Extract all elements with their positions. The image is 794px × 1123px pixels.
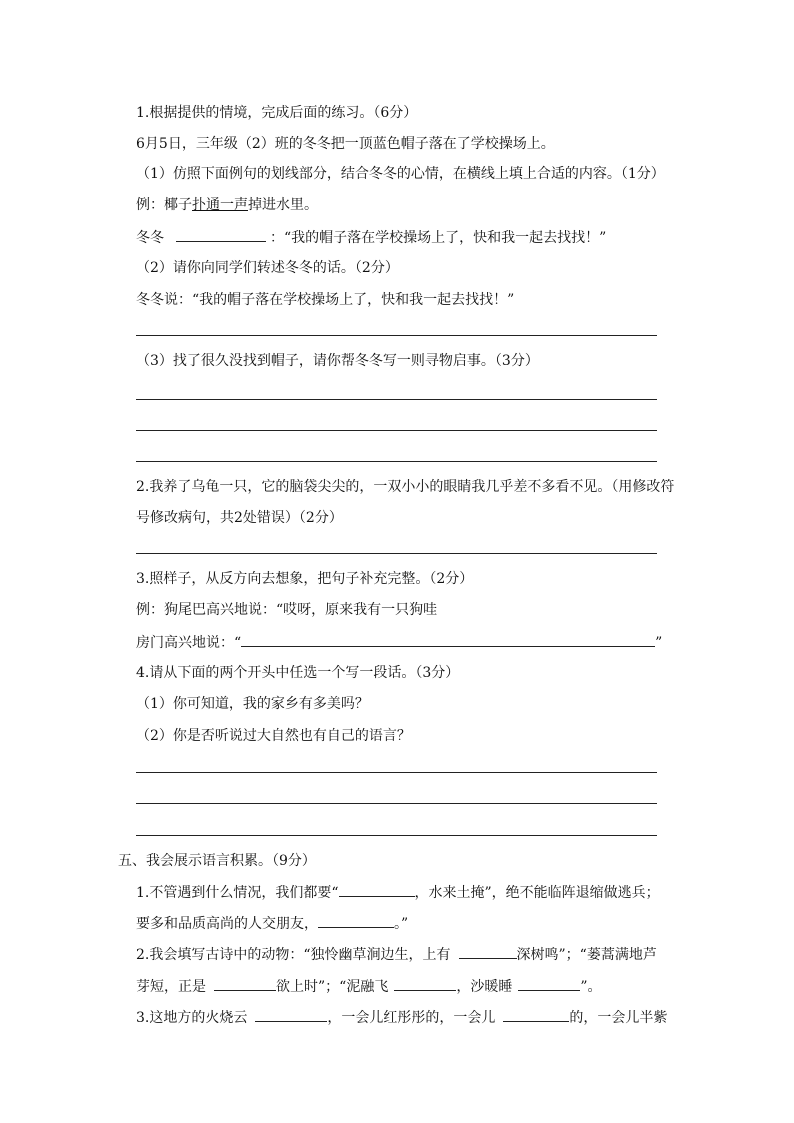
s5-q2-text-e: ，沙暖睡 [456,979,513,995]
q2-line1: 2.我养了乌龟一只，它的脑袋尖尖的，一双小小的眼睛我几乎差不多看不见。（用修改符 [136,479,675,495]
s5-q1-line2 [136,913,408,934]
example-underlined: 扑通一声 [192,197,248,213]
s5-q1-text-a: 1.不管遇到什么情况，我们都要“ [136,885,339,901]
q1-part1-example [136,195,318,215]
s5-q2-text-d: 欲上时”；“泥融飞 [276,979,389,995]
s5-q1-line1 [136,882,660,903]
answer-suffix: ：“我的帽子落在学校操场上了，快和我一起去找找！” [270,230,607,246]
q1-part2-quote: 冬冬说：“我的帽子落在学校操场上了，快和我一起去找找！” [136,292,515,308]
answer-line[interactable] [136,835,657,836]
q3-example: 例：狗尾巴高兴地说：“哎呀，原来我有一只狗哇 [136,602,438,618]
q3-title: 3.照样子，从反方向去想象，把句子补充完整。（2分） [136,571,474,587]
s5-q2-text-a: 2.我会填写古诗中的动物：“独怜幽草涧边生，上有 [136,947,451,963]
s5-q1-blank1[interactable] [339,882,415,897]
s5-q2-text-b: 深树鸣”；“蒌蒿满地芦 [516,947,657,963]
q2-line2: 号修改病句，共2处错误）（2分） [136,510,343,526]
answer-blank[interactable] [176,227,266,242]
q1-part1-instruction: （1）仿照下面例句的划线部分，结合冬冬的心情，在横线上填上合适的内容。（1分） [136,166,665,182]
answer-line[interactable] [136,803,657,804]
s5-q3-line1 [136,1007,667,1028]
q3-answer-blank[interactable] [241,632,655,647]
q4-option1: （1）你可知道，我的家乡有多美吗？ [136,696,369,712]
s5-q2-text-c: 芽短，正是 [136,979,206,995]
s5-q2-blank2[interactable] [214,976,276,991]
s5-q1-text-d: 。” [394,916,409,932]
answer-line[interactable] [136,335,657,336]
s5-q2-line2 [136,976,602,997]
s5-q1-blank2[interactable] [318,913,394,928]
example-suffix: 掉进水里。 [248,197,318,213]
s5-q1-text-b: ，水来土掩”，绝不能临阵退缩做逃兵； [414,885,660,901]
s5-q3-blank2[interactable] [503,1007,569,1022]
example-prefix: 例：椰子 [136,197,192,213]
s5-q2-line1 [136,944,657,965]
answer-prefix: 冬冬 [136,230,164,246]
s5-q2-blank1[interactable] [459,944,517,959]
s5-q3-text-a: 3.这地方的火烧云 [136,1010,248,1026]
q3-answer-suffix: ” [655,635,663,651]
q1-context: 6月5日，三年级（2）班的冬冬把一顶蓝色帽子落在了学校操场上。 [136,136,555,152]
q4-title: 4.请从下面的两个开头中任选一个写一段话。（3分） [136,665,460,681]
s5-q1-text-c: 要多和品质高尚的人交朋友， [136,916,318,932]
q1-part1-answer [136,227,606,248]
s5-q2-blank3[interactable] [394,976,456,991]
answer-line[interactable] [136,553,657,554]
q3-answer [136,632,662,653]
s5-q2-blank4[interactable] [518,976,580,991]
q1-part3-instruction: （3）找了很久没找到帽子，请你帮冬冬写一则寻物启事。（3分） [136,353,539,369]
q1-title: 1.根据提供的情境，完成后面的练习。（6分） [136,105,418,121]
answer-line[interactable] [136,430,657,431]
s5-q3-text-c: 的，一会儿半紫 [569,1010,668,1026]
q4-option2: （2）你是否听说过大自然也有自己的语言？ [136,728,411,744]
q1-part2-instruction: （2）请你向同学们转述冬冬的话。（2分） [136,260,399,276]
s5-q3-blank1[interactable] [255,1007,327,1022]
q3-answer-prefix: 房门高兴地说：“ [136,635,242,651]
answer-line[interactable] [136,399,657,400]
answer-line[interactable] [136,461,657,462]
s5-q2-text-f: ”。 [580,979,602,995]
answer-line[interactable] [136,772,657,773]
section5-heading: 五、我会展示语言积累。（9分） [118,853,316,869]
s5-q3-text-b: ，一会儿红彤彤的，一会儿 [327,1010,496,1026]
